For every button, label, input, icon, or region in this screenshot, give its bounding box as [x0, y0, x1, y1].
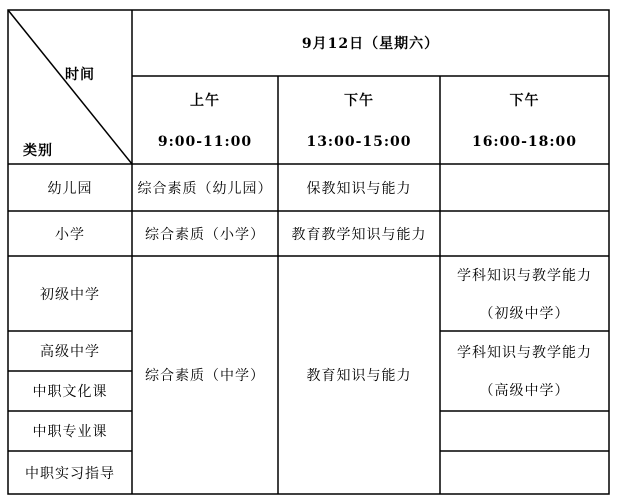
- subject-title: 学科知识与教学能力: [457, 345, 592, 361]
- category-vocational-culture: 中职文化课: [32, 384, 108, 400]
- category-vocational-specialty: 中职专业课: [32, 424, 108, 440]
- period-time: 9:00-11:00: [157, 134, 253, 150]
- corner-label-time: 时间: [65, 67, 95, 83]
- date-header: 9月12日（星期六）: [301, 36, 440, 52]
- subject-title: 学科知识与教学能力: [457, 267, 592, 284]
- subject-kindergarten-morning: 综合素质（幼儿园）: [137, 180, 273, 197]
- subject-sub: （高级中学）: [479, 383, 570, 399]
- period-header-morning: [132, 76, 278, 164]
- period-label: 上午: [190, 93, 220, 109]
- subject-primary-afternoon: 教育教学知识与能力: [291, 226, 427, 243]
- category-junior-high: 初级中学: [40, 286, 100, 303]
- category-primary: 小学: [55, 226, 85, 243]
- subject-secondary-afternoon: 教育知识与能力: [306, 368, 412, 384]
- subject-junior-late-afternoon: [440, 256, 609, 331]
- period-time: 16:00-18:00: [471, 134, 578, 150]
- subject-kindergarten-afternoon: 保教知识与能力: [306, 180, 412, 197]
- category-vocational-practice: 中职实习指导: [25, 465, 115, 482]
- subject-secondary-morning: 综合素质（中学）: [145, 368, 265, 384]
- subject-primary-morning: 综合素质（小学）: [145, 226, 265, 243]
- period-label: 下午: [509, 93, 540, 109]
- category-senior-high: 高级中学: [40, 344, 100, 360]
- subject-sub: （初级中学）: [479, 305, 570, 322]
- period-label: 下午: [344, 93, 374, 109]
- category-kindergarten: 幼儿园: [47, 180, 93, 197]
- period-header-afternoon-1: [278, 76, 440, 164]
- subject-senior-late-afternoon: [440, 331, 609, 411]
- corner-label-category: 类别: [23, 143, 53, 159]
- period-header-afternoon-2: [440, 76, 609, 164]
- period-time: 13:00-15:00: [306, 134, 412, 150]
